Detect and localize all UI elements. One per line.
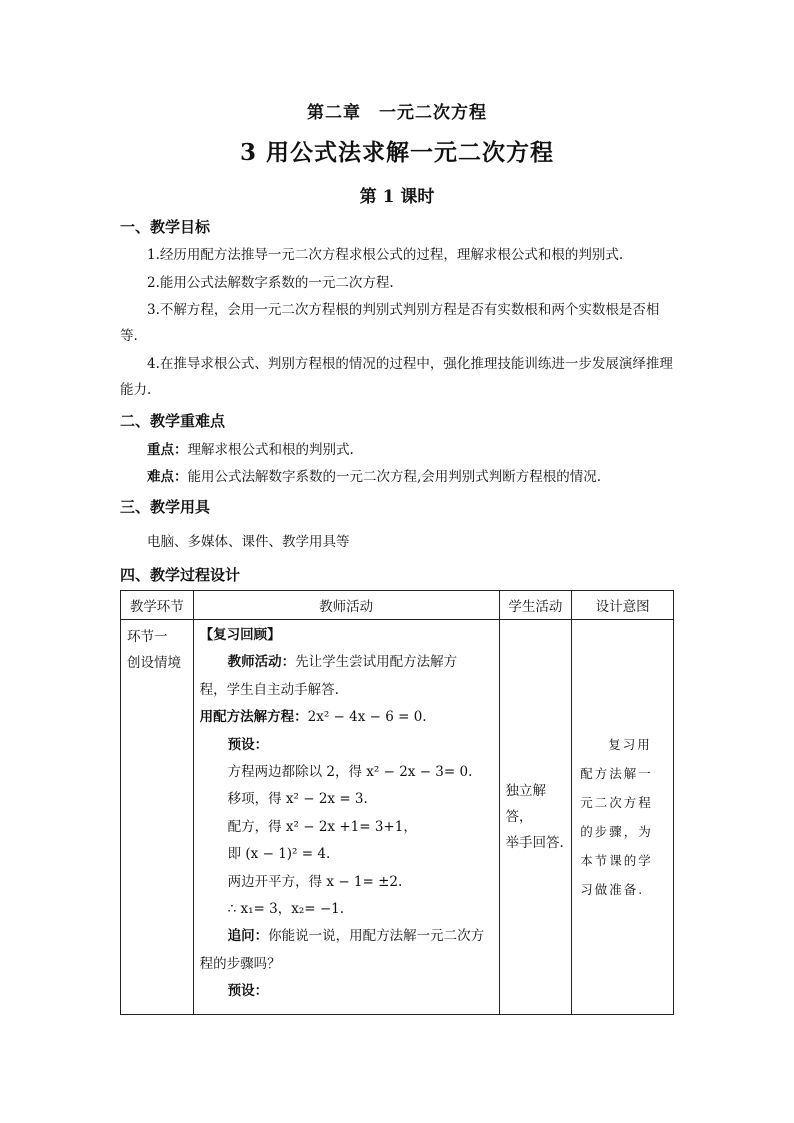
activity-text: 先让学生尝试用配方法解方 (295, 654, 458, 671)
difficult-point-label: 难点： (147, 469, 188, 485)
solution-step: 配方，得 x² − 2x +1= 3+1， (227, 818, 417, 835)
solution-step: 移项，得 x² − 2x = 3. (227, 791, 368, 808)
segment-line: 环节一 (127, 629, 168, 645)
key-points-heading: 二、教学重难点 (120, 412, 226, 430)
key-point-text: 理解求根公式和根的判别式. (187, 442, 354, 458)
method-equation: 2x² − 4x − 6 = 0. (307, 709, 427, 726)
lesson-title: 3 用公式法求解一元二次方程 (239, 139, 554, 166)
method-label: 用配方法解方程： (199, 709, 308, 726)
chapter-title: 第二章 一元二次方程 (307, 103, 487, 123)
activity-line: 程，学生自主动手解答. (199, 681, 339, 698)
goal-item: 1.经历用配方法推导一元二次方程求根公式的过程，理解求根公式和根的判别式. (147, 247, 624, 263)
table-row (121, 620, 674, 1015)
preset-label: 预设： (227, 736, 269, 753)
solution-step: 两边开平方，得 x − 1= ±2. (227, 873, 403, 890)
header-cell: 设计意图 (572, 591, 674, 620)
method-line (200, 704, 495, 731)
header-cell: 学生活动 (499, 591, 572, 620)
activity-line (200, 649, 495, 676)
teacher-activity-cell (193, 620, 499, 1015)
followup-label: 追问： (227, 928, 269, 945)
segment-cell (121, 620, 194, 1015)
solution-step: 即 (x − 1)² = 4. (227, 846, 331, 863)
followup-text: 你能说一说，用配方法解一元二次方 (268, 928, 485, 945)
goal-item: 2.能用公式法解数字系数的一元二次方程. (147, 275, 394, 291)
followup-line: 程的步骤吗？ (199, 955, 281, 972)
student-activity-cell (499, 620, 572, 1015)
tools-heading: 三、教学用具 (120, 498, 211, 516)
lesson-period: 第 1 课时 (359, 187, 435, 207)
student-line: 举手回答. (505, 834, 564, 851)
segment-line: 创设情境 (127, 655, 181, 671)
process-heading: 四、教学过程设计 (120, 566, 241, 584)
activity-label: 教师活动： (227, 654, 296, 671)
key-point-label: 重点： (147, 442, 188, 458)
header-cell: 教师活动 (193, 591, 499, 620)
design-intent-cell: 复习用配方法解一元二次方程的步骤，为本节课的学习做准备. (572, 620, 674, 1015)
goals-heading: 一、教学目标 (120, 218, 211, 236)
difficult-point-text: 能用公式法解数字系数的一元二次方程,会用判别式判断方程根的情况. (187, 469, 602, 485)
process-table (120, 590, 674, 1015)
table-header-row (121, 591, 674, 620)
followup-line (200, 923, 495, 950)
solution-step: ∴ x₁= 3，x₂= −1. (227, 901, 345, 918)
student-line: 独立解答， (505, 782, 547, 825)
preset-label: 预设： (227, 983, 269, 1000)
solution-step: 方程两边都除以 2，得 x² − 2x − 3= 0. (227, 764, 473, 781)
goal-item: 3.不解方程，会用一元二次方程根的判别式判别方程是否有实数根和两个实数根是否相等. (120, 302, 660, 344)
key-point (120, 437, 676, 463)
header-cell: 教学环节 (121, 591, 194, 620)
goal-item: 4.在推导求根公式、判别方程根的情况的过程中，强化推理技能训练进一步发展演绎推理能力. (120, 356, 673, 398)
tools-text: 电脑、多媒体、课件、教学用具等 (147, 534, 350, 550)
difficult-point (120, 464, 676, 490)
review-heading: 【复习回顾】 (199, 627, 281, 643)
